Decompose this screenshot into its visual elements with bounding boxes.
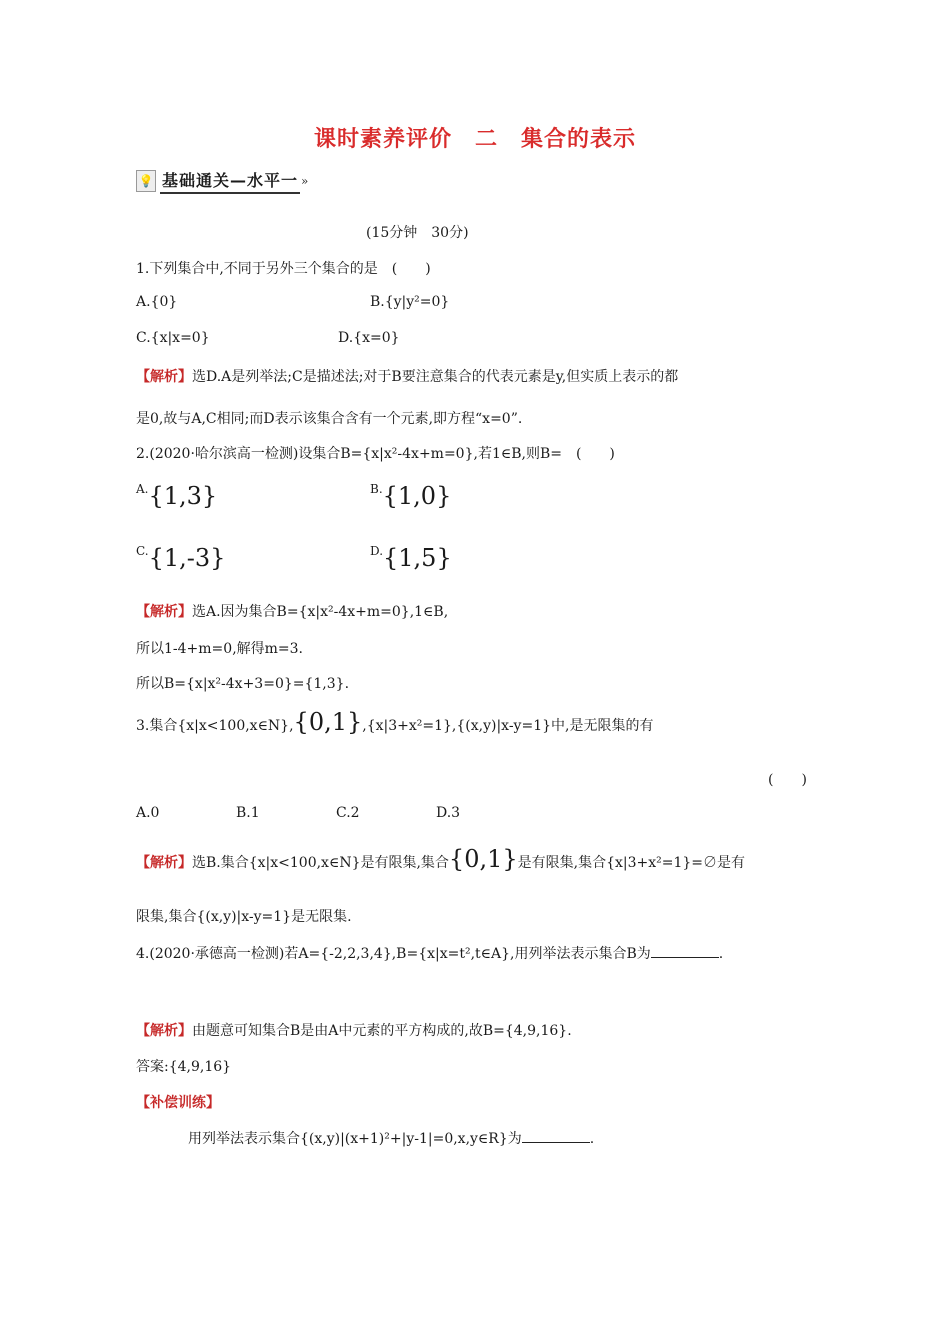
analysis-tag: 【解析】 [136,369,192,385]
analysis-set: {0,1} [448,845,518,873]
q3-stem-pre: 3.集合{x|x<100,x∈N}, [136,718,294,734]
q1-stem: 1.下列集合中,不同于另外三个集合的是 ( ) [136,261,431,277]
q4-stem [136,943,723,963]
q1-analysis-line2: 是0,故与A,C相同;而D表示该集合含有一个元素,即方程“x=0”. [136,411,523,427]
q3-stem [136,708,653,736]
supplement-stem [188,1128,594,1148]
analysis-text: 选B.集合{x|x<100,x∈N}是有限集,集合 [192,855,449,871]
option-label: A. [136,482,149,496]
q4-stem-text: 4.(2020·承德高一检测)若A={-2,2,3,4},B={x|x=t²,t∈A},用列举法表示集合B为 [136,946,651,962]
q2-option-b [370,482,451,510]
q3-option-c: C.2 [336,805,360,821]
q1-option-a: A.{0} [136,294,178,310]
answer-blank[interactable] [522,1130,590,1143]
analysis-text: 选D.A是列举法;C是描述法;对于B要注意集合的代表元素是y,但实质上表示的都 [192,369,679,385]
q2-analysis-line2: 所以1-4+m=0,解得m=3. [136,641,304,657]
section-label: 基础通关—水平一 [160,168,300,194]
q2-analysis [136,601,448,621]
supplement-end: . [589,1131,595,1147]
page-title: 课时素养评价 二 集合的表示 [313,127,636,152]
option-label: C. [136,544,149,558]
time-score: (15分钟 30分) [366,225,469,241]
q3-analysis [136,845,745,873]
q2-option-a [136,482,217,510]
q3-stem-post: ,{x|3+x²=1},{(x,y)|x-y=1}中,是无限集的有 [362,718,654,734]
q1-option-c: C.{x|x=0} [136,330,210,346]
q1-option-b: B.{y|y²=0} [370,294,450,310]
option-label: D. [370,544,384,558]
option-label: B. [370,482,383,496]
q4-answer: 答案:{4,9,16} [136,1059,232,1075]
option-set: {1,-3} [148,544,226,572]
q1-option-d: D.{x=0} [338,330,400,346]
q3-analysis-line2: 限集,集合{(x,y)|x-y=1}是无限集. [136,909,352,925]
q3-option-d: D.3 [436,805,461,821]
q3-answer-paren: ( ) [768,772,807,788]
analysis-tag: 【解析】 [136,1023,192,1039]
q3-option-a: A.0 [136,805,160,821]
q2-option-c [136,544,225,572]
section-header [136,168,308,194]
option-set: {1,0} [382,482,452,510]
analysis-text: 由题意可知集合B是由A中元素的平方构成的,故B={4,9,16}. [192,1023,572,1039]
answer-blank[interactable] [651,945,719,958]
analysis-tag: 【解析】 [136,855,192,871]
q4-analysis [136,1020,572,1040]
analysis-text: 选A.因为集合B={x|x²-4x+m=0},1∈B, [192,604,449,620]
double-arrow-icon: » [301,174,309,188]
option-set: {1,3} [148,482,218,510]
option-set: {1,5} [383,544,452,572]
q2-stem: 2.(2020·哈尔滨高一检测)设集合B={x|x²-4x+m=0},若1∈B,则B= ( ) [136,446,615,462]
supplement-label: 【补偿训练】 [136,1095,220,1111]
q4-stem-end: . [718,946,724,962]
q3-set: {0,1} [293,708,363,736]
lightbulb-icon: 💡 [136,170,156,192]
q2-option-d [370,544,452,572]
q2-analysis-line3: 所以B={x|x²-4x+3=0}={1,3}. [136,676,350,692]
supplement-text: 用列举法表示集合{(x,y)|(x+1)²+|y-1|=0,x,y∈R}为 [188,1131,522,1147]
analysis-tag: 【解析】 [136,604,192,620]
q3-option-b: B.1 [236,805,260,821]
supplement-tag [136,1092,220,1112]
q1-analysis [136,366,678,386]
analysis-text-post: 是有限集,集合{x|3+x²=1}=∅是有 [517,855,746,871]
